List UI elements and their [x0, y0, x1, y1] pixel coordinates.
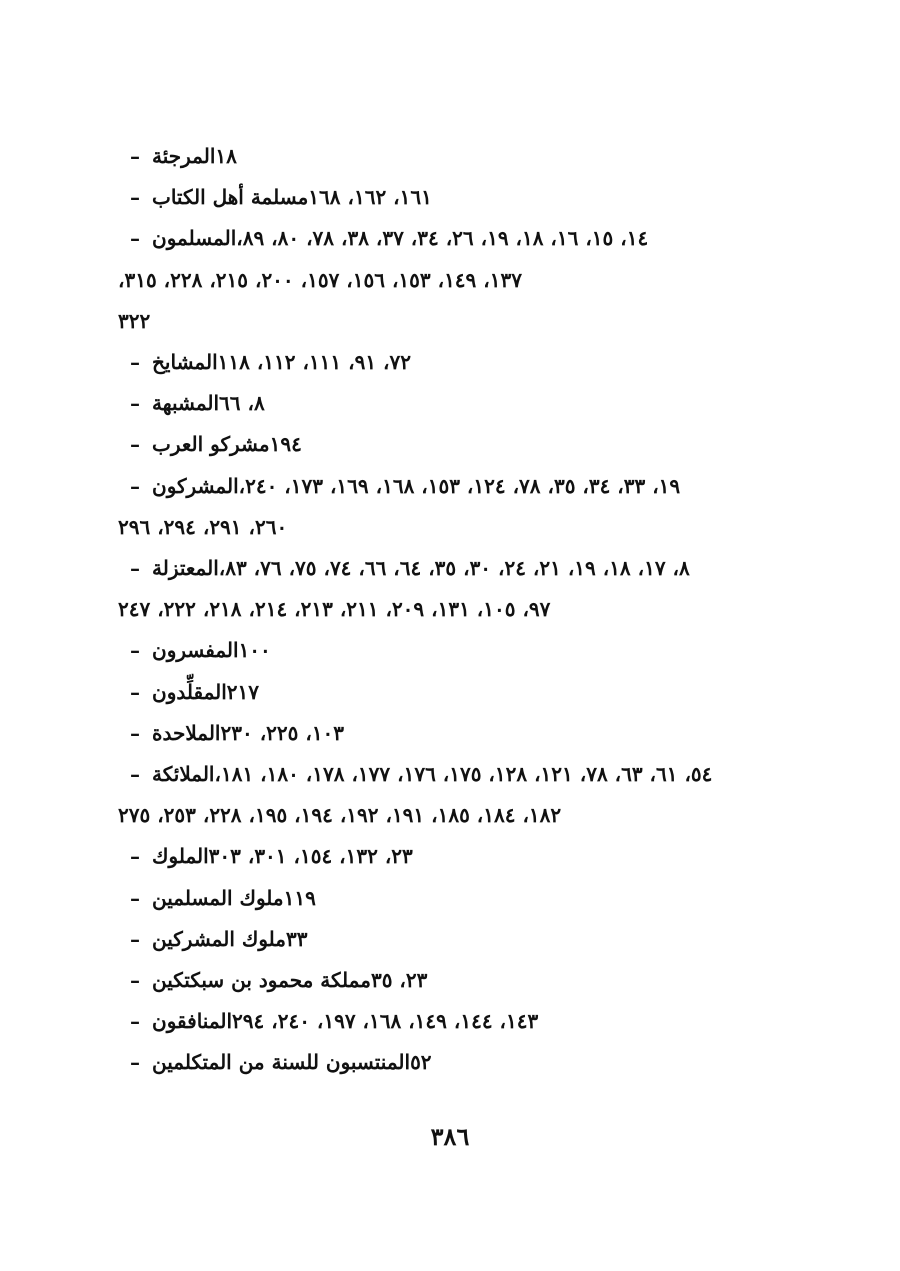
- index-entry: [118, 960, 742, 1000]
- entry-dash: –: [130, 720, 140, 745]
- entry-pages: ٣٣: [285, 926, 308, 951]
- entry-dash: –: [130, 185, 140, 210]
- index-entry: [118, 424, 742, 464]
- index-entry: [118, 466, 742, 506]
- index-entry: [118, 672, 742, 712]
- entry-term: المعتزلة: [152, 556, 219, 580]
- entry-term: المنتسبون للسنة من المتكلمين: [152, 1050, 411, 1075]
- index-entry: [118, 136, 742, 176]
- entry-dash: –: [130, 1050, 140, 1075]
- entry-term: المسلمون: [152, 226, 237, 251]
- entry-dash: –: [130, 432, 140, 457]
- entry-term: المرجئة: [152, 144, 216, 168]
- entry-dash: –: [130, 926, 140, 951]
- entry-dash: –: [130, 556, 140, 580]
- index-entry-continuation: [118, 589, 742, 629]
- entry-term: مسلمة أهل الكتاب: [152, 185, 309, 210]
- entry-dash: –: [130, 1009, 140, 1034]
- index-entry: [118, 713, 742, 753]
- entry-dash: –: [130, 226, 140, 251]
- entry-pages: ٥٤، ٦١، ٦٣، ٧٨، ١٢١، ١٢٨، ١٧٥، ١٧٦، ١٧٧، ١٧٨، ١٨٠، ١٨١،: [214, 762, 713, 786]
- entry-term: المشايخ: [152, 350, 218, 374]
- entry-dash: –: [130, 473, 140, 498]
- entry-dash: –: [130, 885, 140, 910]
- entry-pages: ٨، ٦٦: [219, 391, 265, 416]
- index-entry-continuation: [118, 260, 742, 300]
- entry-term: ملوك المسلمين: [152, 885, 284, 910]
- entry-pages: ١٤٣، ١٤٤، ١٤٩، ١٦٨، ١٩٧، ٢٤٠، ٢٩٤: [232, 1009, 539, 1034]
- entry-term: ملوك المشركين: [152, 926, 286, 951]
- index-entry: [118, 383, 742, 423]
- entry-term: الملوك: [152, 844, 209, 869]
- index-entry: [118, 836, 742, 876]
- entry-pages: ١٩، ٣٣، ٣٤، ٣٥، ٧٨، ١٢٤، ١٥٣، ١٦٨، ١٦٩، ١٧٣، ٢٤٠،: [238, 473, 681, 498]
- entry-pages: ١١٩: [283, 885, 316, 910]
- entry-term: المقلِّدون: [152, 679, 227, 704]
- entry-term: المنافقون: [152, 1009, 233, 1034]
- entry-dash: –: [130, 844, 140, 869]
- index-entry: [118, 218, 742, 258]
- entry-pages: ٢١٧: [226, 679, 260, 704]
- index-entry: [118, 878, 742, 918]
- index-entry-continuation: [118, 795, 742, 835]
- entry-term: مشركو العرب: [152, 432, 270, 457]
- page-number: ٣٨٦: [430, 1122, 470, 1151]
- index-entry: [118, 1042, 742, 1082]
- entry-pages: ٨، ١٧، ١٨، ١٩، ٢١، ٢٤، ٣٠، ٣٥، ٦٤، ٦٦، ٧٤، ٧٥، ٧٦، ٨٣،: [218, 556, 690, 580]
- index-entry: [118, 548, 742, 588]
- entry-pages: ٧٢، ٩١، ١١١، ١١٢، ١١٨: [217, 350, 411, 374]
- entry-term: الملائكة: [152, 762, 215, 786]
- entry-dash: –: [130, 679, 140, 704]
- entry-dash: –: [130, 638, 140, 663]
- entry-dash: –: [130, 391, 140, 416]
- entry-pages: ١٩٤: [269, 432, 302, 457]
- entry-dash: –: [130, 968, 140, 992]
- entry-pages-continued: ٢٦٠، ٢٩١، ٢٩٤، ٢٩٦: [118, 514, 288, 539]
- index-entry: [118, 630, 742, 670]
- index-entry: [118, 754, 742, 794]
- entry-pages-continued: ١٣٧، ١٤٩، ١٥٣، ١٥٦، ١٥٧، ٢٠٠، ٢١٥، ٢٢٨، ٣١٥،: [118, 267, 522, 292]
- entry-pages-continued: ١٨٢، ١٨٤، ١٨٥، ١٩١، ١٩٢، ١٩٤، ١٩٥، ٢٢٨، ٢٥٣، ٢٧٥: [118, 803, 562, 828]
- entry-pages: ١٤، ١٥، ١٦، ١٨، ١٩، ٢٦، ٣٤، ٣٧، ٣٨، ٧٨، ٨٠، ٨٩،: [236, 226, 649, 251]
- entry-pages-continued: ٣٢٢: [118, 308, 151, 333]
- index-entry: [118, 177, 742, 217]
- index-entry: [118, 919, 742, 959]
- index-entry: [118, 342, 742, 382]
- entry-term: المفسرون: [152, 638, 239, 663]
- index-entry-continuation: [118, 301, 742, 341]
- entry-term: المشركون: [152, 473, 239, 498]
- entry-term: الملاحدة: [152, 720, 221, 745]
- entry-pages: ١٠٠: [238, 638, 271, 663]
- entry-term: مملكة محمود بن سبكتكين: [152, 968, 371, 992]
- index-entry-continuation: [118, 507, 742, 547]
- entry-dash: –: [130, 144, 140, 168]
- entry-pages: ١٠٣، ٢٢٥، ٢٣٠: [220, 720, 345, 745]
- entry-pages: ٥٢: [410, 1050, 432, 1075]
- entry-pages: ٢٣، ٣٥: [370, 968, 428, 992]
- entry-term: المشبهة: [152, 391, 220, 416]
- entry-dash: –: [130, 762, 140, 786]
- entry-dash: –: [130, 350, 140, 374]
- entry-pages: ١٨: [215, 144, 237, 168]
- index-entry: [118, 1001, 742, 1041]
- entry-pages: ٢٣، ١٣٢، ١٥٤، ٣٠١، ٣٠٣: [208, 844, 413, 869]
- entry-pages-continued: ٩٧، ١٠٥، ١٣١، ٢٠٩، ٢١١، ٢١٣، ٢١٤، ٢١٨، ٢٢٢، ٢٤٧: [118, 597, 551, 622]
- entry-pages: ١٦١، ١٦٢، ١٦٨: [308, 185, 432, 210]
